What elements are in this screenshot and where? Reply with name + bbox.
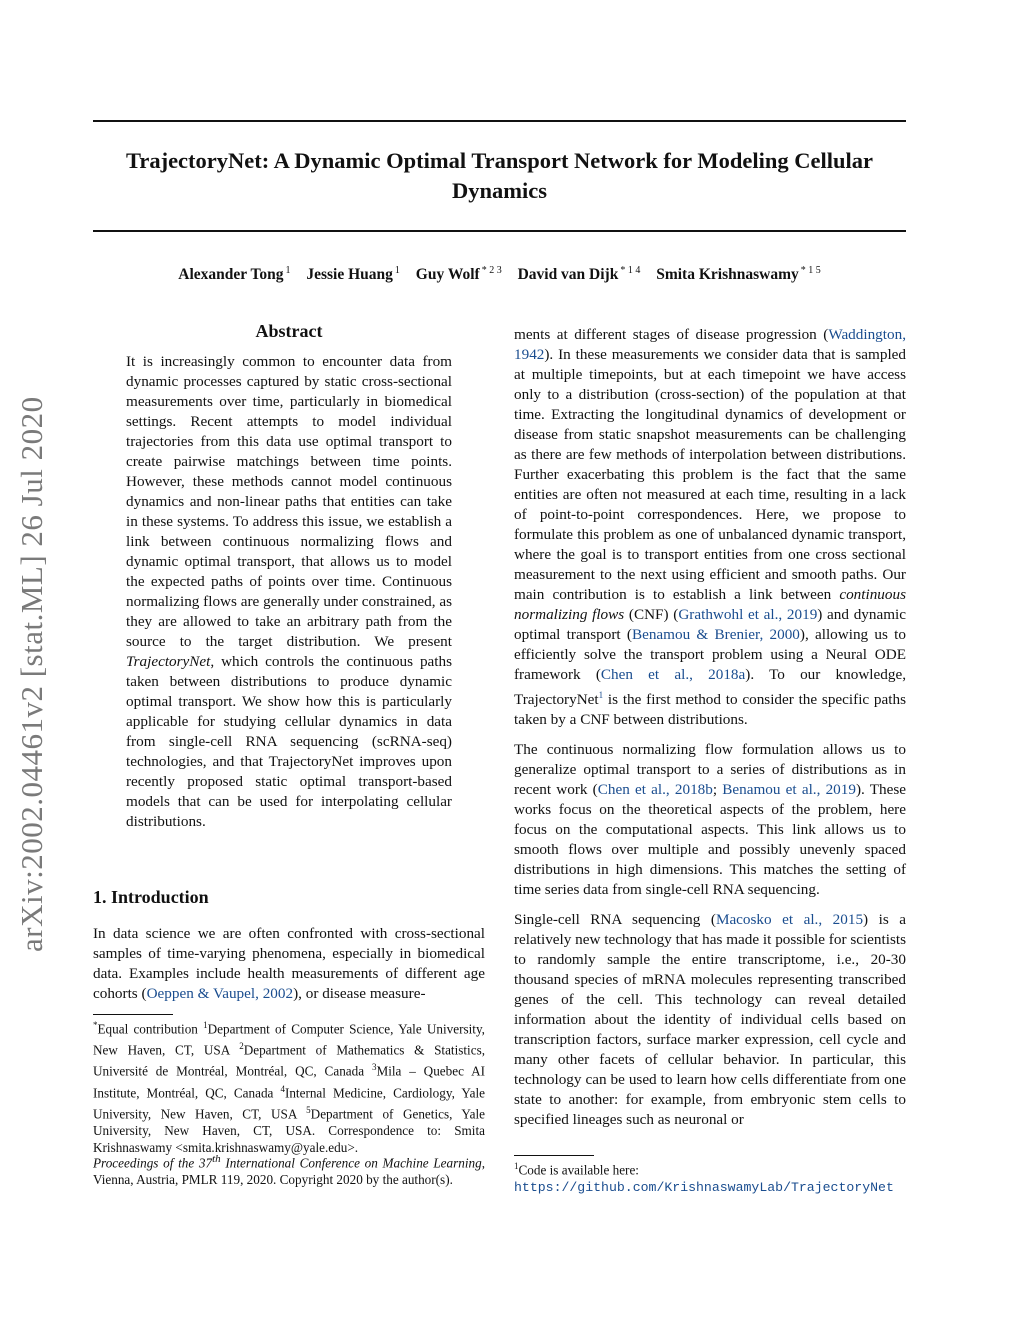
affiliation: Mila – Quebec AI Institute, Montréal, QC, Canada — [93, 1063, 485, 1100]
right-column-text — [514, 325, 906, 1140]
author-name: Smita Krishnaswamy — [656, 266, 799, 284]
title-rule-bottom — [93, 230, 906, 232]
footnote-mark: * — [93, 1020, 98, 1030]
affiliation-mark: 4 — [280, 1083, 285, 1094]
text-part: ), allowing us to efficiently solve the transport problem using a Neural ODE framework ( — [514, 626, 906, 683]
citation-link[interactable]: Chen et al., 2018b — [597, 781, 713, 799]
text-part: ). To our knowledge, TrajectoryNet — [514, 666, 906, 709]
introduction-heading: 1. Introduction — [93, 887, 209, 907]
footnote-rule — [93, 1014, 173, 1015]
author-name: David van Dijk — [517, 266, 619, 284]
author — [656, 265, 821, 284]
code-repository-link[interactable]: https://github.com/KrishnaswamyLab/TrajectoryNet — [514, 1180, 894, 1196]
code-footnote — [514, 1158, 906, 1197]
affiliation-mark: 5 — [306, 1104, 311, 1115]
proceedings-ordinal: th — [212, 1153, 221, 1165]
author-affiliation-marks: 1 — [394, 265, 400, 276]
affiliation: Department of Computer Science, Yale University, New Haven, CT, USA — [93, 1021, 485, 1058]
introduction-text-part: In data science we are often confronted with cross-sectional samples of time-varying phenomena, especially in biomedical data. Examples include health measurements of different age cohorts ( — [93, 925, 485, 1002]
introduction-text-part: ), or disease measure- — [293, 985, 426, 1002]
text-part: The continuous normalizing flow formulation allows us to generalize optimal transport to a series of distributions as in recent work ( — [514, 741, 906, 799]
paragraph — [514, 325, 906, 730]
emphasis: continuous normalizing flows — [514, 586, 906, 623]
proceedings-note — [93, 1151, 485, 1189]
text-part: ). These works focus on the theoretical aspects of the problem, here focus on the computational aspects. This link allows us to smooth flows over multiple and possibly unevenly spaced distributions in high dimensions. This matches the setting of time series data from single-cell RNA sequencing. — [514, 781, 906, 899]
proceedings-venue: International Conference on Machine Learning — [220, 1155, 482, 1171]
citation-link[interactable]: Macosko et al., 2015 — [715, 911, 864, 929]
affiliation: Department of Genetics, Yale University, New Haven, CT, USA. Correspondence to: Smita Krishnaswamy <smita.krishnaswamy@yale.edu>. — [93, 1106, 485, 1155]
citation-link[interactable]: Benamou et al., 2019 — [722, 781, 856, 799]
author-name: Jessie Huang — [306, 266, 393, 284]
author — [178, 265, 290, 284]
author-affiliation-marks: * 2 3 — [481, 265, 502, 276]
affiliations-footnote — [93, 1017, 485, 1157]
text-part: is the first method to consider the specific paths taken by a CNF between distributions. — [514, 691, 906, 729]
text-part: ) is a relatively new technology that has made it possible for scientists to randomly sample the entire transcriptome, i.e., 20-30 thousand species of mRNA molecules representing transcribed genes of the cell. This technology can reveal detailed information about the identity of individual cells based on transcription factors, surface marker expression, cell cycle and many other facets of cellular behavior. In particular, this technology can be used to learn how cells differentiate from one state to another: for example, from embryonic stem cells to specified lineages such as neuronal or — [514, 911, 906, 1129]
arxiv-identifier: arXiv:2002.04461v2 [stat.ML] 26 Jul 2020 — [14, 396, 49, 952]
abstract-text-part: It is increasingly common to encounter data from dynamic processes captured by static cross-sectional measurements over time, particularly in biomedical settings. Recent attempts to model individual trajectories from this data use optimal transport to create pairwise matchings between time points. However, these methods cannot model continuous dynamics and non-linear paths that entities can take in these systems. To address this issue, we establish a link between continuous normalizing flows and dynamic optimal transport, that allows us to model the expected paths of points over time. Continuous normalizing flows are generally under constrained, as they are allowed to take an arbitrary path from the source to the target distribution. We present — [126, 353, 452, 650]
equal-contribution-note: Equal contribution — [97, 1021, 204, 1037]
proceedings-details: , Vienna, Austria, PMLR 119, 2020. Copyright 2020 by the author(s). — [93, 1155, 485, 1188]
author-affiliation-marks: 1 — [285, 265, 291, 276]
citation-link[interactable]: Benamou & Brenier, 2000 — [631, 626, 800, 643]
author-affiliation-marks: * 1 5 — [800, 265, 821, 276]
author-affiliation-marks: * 1 4 — [620, 265, 641, 276]
text-part: ) and dynamic optimal transport ( — [514, 606, 906, 643]
citation-link[interactable]: Grathwohl et al., 2019 — [678, 606, 818, 623]
proceedings-edition: 37 — [198, 1155, 213, 1171]
paragraph — [514, 910, 906, 1130]
introduction-text — [93, 924, 485, 1004]
affiliation-mark: 3 — [371, 1062, 377, 1073]
text-part: ). In these measurements we consider data that is sampled at multiple timepoints, but at each timepoint we have access only to a distribution (cross-section) of the population at that time. Extracting the longitudinal dynamics of development or disease from static snapshot measurements can be challenging as there are few methods of interpolation between distributions. Further exacerbating this problem is the fact that the same entities are often not measured at each time, resulting in a lack of point-to-point correspondences. Here, we propose to formulate this problem as one of unbalanced dynamic transport, where the goal is to transport entities from one cross sectional measurement to the next using efficient and smooth paths. Our main contribution is to establish a link between — [514, 346, 906, 603]
title-rule-top — [93, 120, 906, 122]
text-part: ments at different stages of disease progression ( — [514, 326, 829, 343]
footnote-text: Code is available here: — [518, 1162, 639, 1178]
affiliation-mark: 1 — [203, 1020, 208, 1030]
text-part: Single-cell RNA sequencing ( — [514, 911, 716, 929]
author-name: Guy Wolf — [415, 266, 480, 284]
author-list — [93, 265, 906, 284]
citation-link[interactable]: Waddington, 1942 — [514, 326, 906, 363]
text-part: ; — [712, 781, 723, 799]
author — [306, 265, 400, 284]
footnote-link[interactable]: 1 — [598, 690, 604, 700]
footnote-rule — [514, 1155, 594, 1156]
affiliation: Department of Mathematics & Statistics, Université de Montréal, Montréal, QC, Canada — [93, 1042, 485, 1079]
author — [416, 265, 502, 284]
abstract-method-name: TrajectoryNet — [126, 653, 211, 670]
text-part: (CNF) ( — [624, 606, 679, 623]
abstract-heading: Abstract — [255, 321, 323, 341]
footnote-mark: 1 — [514, 1161, 519, 1171]
abstract-text-part: , which controls the continuous paths taken between distributions to produce dynamic optimal transport. We show how this is particularly applicable for studying cellular dynamics in data from single-cell RNA sequencing (scRNA-seq) technologies, and that TrajectoryNet improves upon recently proposed static optimal transport-based models that can be used for interpolating cellular distributions. — [126, 653, 452, 830]
affiliation-mark: 2 — [239, 1041, 244, 1052]
proceedings-text: Proceedings of the — [93, 1155, 199, 1171]
affiliation: Internal Medicine, Cardiology, Yale University, New Haven, CT, USA — [93, 1084, 485, 1122]
author — [518, 265, 641, 284]
paragraph — [514, 740, 906, 900]
abstract-text — [126, 352, 452, 832]
paper-title: TrajectoryNet: A Dynamic Optimal Transport Network for Modeling Cellular Dynamics — [126, 148, 873, 203]
author-name: Alexander Tong — [178, 266, 284, 284]
citation-link[interactable]: Chen et al., 2018a — [600, 666, 746, 683]
citation-link[interactable]: Oeppen & Vaupel, 2002 — [146, 985, 294, 1002]
